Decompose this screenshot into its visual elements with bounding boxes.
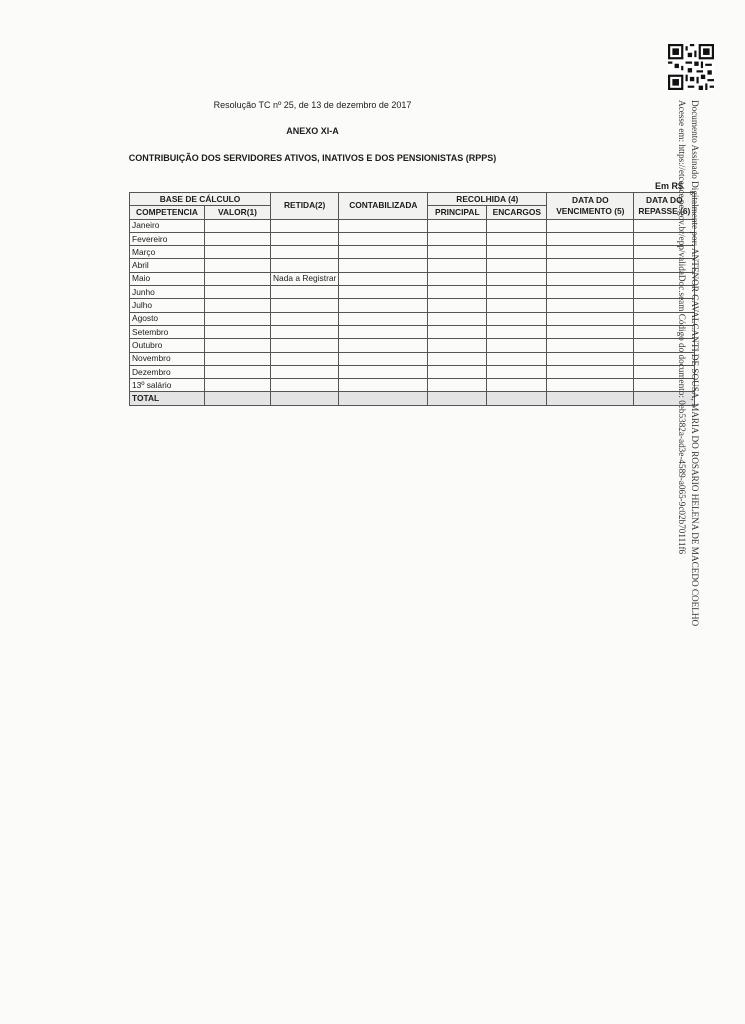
row-cell xyxy=(547,219,634,232)
row-cell xyxy=(339,312,428,325)
row-valor xyxy=(205,312,271,325)
row-retida xyxy=(271,352,339,365)
row-valor xyxy=(205,379,271,392)
row-valor xyxy=(205,365,271,378)
row-cell xyxy=(339,365,428,378)
row-competencia: Outubro xyxy=(130,339,205,352)
row-cell xyxy=(339,286,428,299)
row-cell xyxy=(487,286,547,299)
row-cell xyxy=(339,246,428,259)
row-cell xyxy=(487,272,547,285)
row-competencia: Dezembro xyxy=(130,365,205,378)
header-competencia: COMPETENCIA xyxy=(130,206,205,219)
row-valor xyxy=(205,352,271,365)
row-competencia: Abril xyxy=(130,259,205,272)
signature-line-1: Documento Assinado Digitalmente por: ANTENOR CAVALCANTI DE SOUSA, MARIA DO ROSARIO HELENA DE MACEDO COELHO xyxy=(690,100,700,627)
row-valor xyxy=(205,299,271,312)
row-valor xyxy=(205,339,271,352)
row-retida: Nada a Registrar xyxy=(271,272,339,285)
row-retida xyxy=(271,365,339,378)
header-recolhida: RECOLHIDA (4) xyxy=(428,193,547,206)
row-cell xyxy=(487,246,547,259)
row-retida xyxy=(271,259,339,272)
row-valor xyxy=(205,325,271,338)
row-cell xyxy=(428,352,487,365)
row-valor xyxy=(205,232,271,245)
header-valor: VALOR(1) xyxy=(205,206,271,219)
row-retida xyxy=(271,339,339,352)
row-cell xyxy=(339,379,428,392)
total-label: TOTAL xyxy=(130,392,205,405)
row-cell xyxy=(487,352,547,365)
row-cell xyxy=(428,339,487,352)
header-repasse: DATA DO REPASSE (6) xyxy=(634,193,695,220)
row-cell xyxy=(428,379,487,392)
row-valor xyxy=(205,259,271,272)
header-contabilizada: CONTABILIZADA xyxy=(339,193,428,220)
row-cell xyxy=(428,272,487,285)
header-base-calculo: BASE DE CÁLCULO xyxy=(130,193,271,206)
row-cell xyxy=(487,325,547,338)
row-competencia: Setembro xyxy=(130,325,205,338)
row-valor xyxy=(205,286,271,299)
table-row xyxy=(130,339,695,352)
row-cell xyxy=(428,259,487,272)
row-retida xyxy=(271,325,339,338)
row-cell xyxy=(547,365,634,378)
row-cell xyxy=(428,325,487,338)
row-cell xyxy=(487,259,547,272)
row-cell xyxy=(428,232,487,245)
row-cell xyxy=(339,219,428,232)
table-row xyxy=(130,259,695,272)
digital-signature-notice xyxy=(675,100,701,660)
row-retida xyxy=(271,219,339,232)
row-cell xyxy=(547,352,634,365)
table-row xyxy=(130,286,695,299)
row-competencia: Março xyxy=(130,246,205,259)
row-valor xyxy=(205,246,271,259)
document-title: CONTRIBUIÇÃO DOS SERVIDORES ATIVOS, INATIVOS E DOS PENSIONISTAS (RPPS) xyxy=(128,153,497,163)
row-competencia: Fevereiro xyxy=(130,232,205,245)
row-cell xyxy=(547,325,634,338)
row-valor xyxy=(205,272,271,285)
row-cell xyxy=(339,352,428,365)
currency-unit: Em R$ xyxy=(655,181,684,191)
total-row xyxy=(130,392,695,405)
row-cell xyxy=(547,259,634,272)
row-cell xyxy=(339,325,428,338)
row-retida xyxy=(271,246,339,259)
row-competencia: Novembro xyxy=(130,352,205,365)
row-cell xyxy=(339,299,428,312)
row-retida xyxy=(271,312,339,325)
row-cell xyxy=(339,259,428,272)
row-cell xyxy=(547,246,634,259)
row-cell xyxy=(487,299,547,312)
row-retida xyxy=(271,299,339,312)
row-cell xyxy=(428,299,487,312)
row-cell xyxy=(547,299,634,312)
resolucao-line: Resolução TC nº 25, de 13 de dezembro de 2017 xyxy=(213,100,412,110)
header-encargos: ENCARGOS xyxy=(487,206,547,219)
row-cell xyxy=(339,232,428,245)
row-cell xyxy=(487,232,547,245)
row-cell xyxy=(487,339,547,352)
row-cell xyxy=(547,286,634,299)
anexo-title: ANEXO XI-A xyxy=(286,126,339,136)
row-competencia: Maio xyxy=(130,272,205,285)
contribution-table xyxy=(129,192,695,406)
row-competencia: Agosto xyxy=(130,312,205,325)
table-row xyxy=(130,312,695,325)
table-row xyxy=(130,365,695,378)
row-cell xyxy=(547,339,634,352)
row-competencia: 13º salário xyxy=(130,379,205,392)
row-cell xyxy=(428,219,487,232)
row-cell xyxy=(339,272,428,285)
header-retida: RETIDA(2) xyxy=(271,193,339,220)
table-row xyxy=(130,299,695,312)
row-cell xyxy=(547,312,634,325)
row-cell xyxy=(428,365,487,378)
row-retida xyxy=(271,232,339,245)
row-cell xyxy=(547,379,634,392)
row-cell xyxy=(428,312,487,325)
row-retida xyxy=(271,286,339,299)
qr-code-icon xyxy=(668,44,714,90)
row-cell xyxy=(487,365,547,378)
table-row xyxy=(130,379,695,392)
row-cell xyxy=(547,232,634,245)
table-row xyxy=(130,232,695,245)
row-competencia: Junho xyxy=(130,286,205,299)
table-row xyxy=(130,352,695,365)
header-principal: PRINCIPAL xyxy=(428,206,487,219)
row-competencia: Julho xyxy=(130,299,205,312)
table-row xyxy=(130,219,695,232)
row-cell xyxy=(428,246,487,259)
table-row xyxy=(130,246,695,259)
table-row xyxy=(130,325,695,338)
header-vencimento: DATA DO VENCIMENTO (5) xyxy=(547,193,634,220)
row-cell xyxy=(339,339,428,352)
row-valor xyxy=(205,219,271,232)
table-row xyxy=(130,272,695,285)
row-cell xyxy=(487,379,547,392)
row-cell xyxy=(487,312,547,325)
row-competencia: Janeiro xyxy=(130,219,205,232)
row-cell xyxy=(487,219,547,232)
signature-line-2: Acesse em: https://etce.tce.pe.gov.br/epp/validaDoc.seam Código do documento: 0eb5382a-ad3e-4589-a065-9c02b70111f6 xyxy=(677,100,687,555)
row-retida xyxy=(271,379,339,392)
row-cell xyxy=(547,272,634,285)
row-cell xyxy=(428,286,487,299)
